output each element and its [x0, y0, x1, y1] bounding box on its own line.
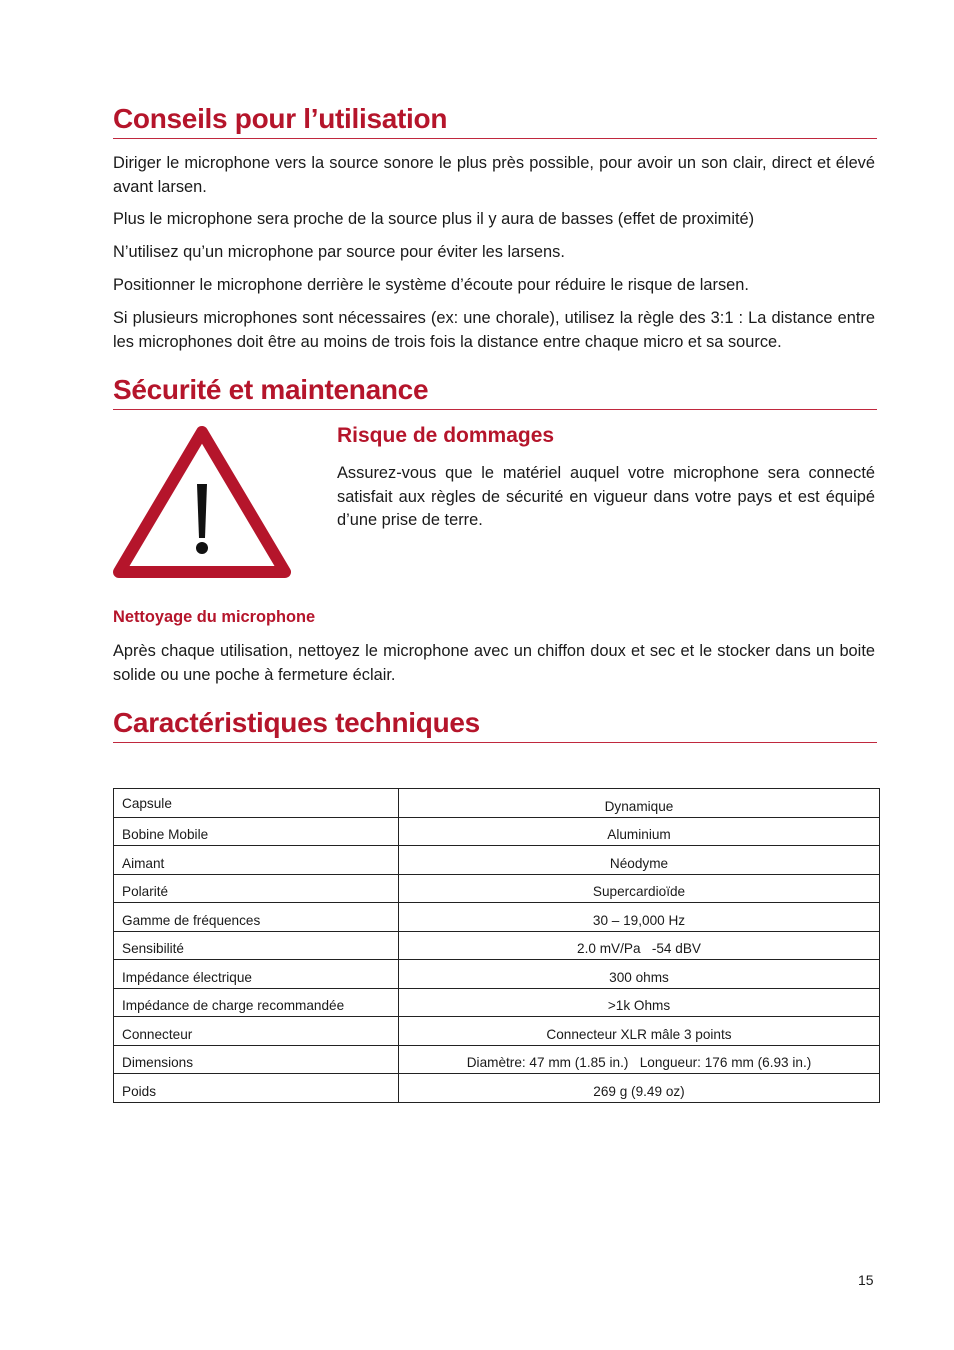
- table-row: [114, 874, 880, 903]
- spec-label: Polarité: [114, 874, 399, 903]
- spec-label: Sensibilité: [114, 931, 399, 960]
- table-row: [114, 931, 880, 960]
- spec-value: Dynamique: [399, 789, 880, 818]
- usage-paragraph-4: Positionner le microphone derrière le système d’écoute pour réduire le risque de larsen.: [113, 276, 749, 294]
- spec-label: Impédance de charge recommandée: [114, 988, 399, 1017]
- specs-table: [113, 788, 880, 1103]
- table-row: [114, 1045, 880, 1074]
- spec-value: 30 – 19,000 Hz: [399, 903, 880, 932]
- spec-value: >1k Ohms: [399, 988, 880, 1017]
- spec-value: Aluminium: [399, 817, 880, 846]
- spec-label: Poids: [114, 1074, 399, 1103]
- cleaning-text: Après chaque utilisation, nettoyez le microphone avec un chiffon doux et sec et le stocker dans un boite solide ou une poche à fermeture éclair.: [113, 642, 875, 684]
- spec-value: 269 g (9.49 oz): [399, 1074, 880, 1103]
- spec-label: Capsule: [114, 789, 399, 818]
- table-row: [114, 1017, 880, 1046]
- table-row: [114, 846, 880, 875]
- spec-label: Dimensions: [114, 1045, 399, 1074]
- section-title-specs: Caractéristiques techniques: [113, 706, 877, 743]
- usage-paragraph-3: N’utilisez qu’un microphone par source pour éviter les larsens.: [113, 243, 565, 261]
- table-row: [114, 789, 880, 818]
- spec-value: Diamètre: 47 mm (1.85 in.) Longueur: 176 mm (6.93 in.): [399, 1045, 880, 1074]
- section-title-usage: Conseils pour l’utilisation: [113, 102, 877, 139]
- page-number: 15: [858, 1272, 874, 1288]
- spec-value: Connecteur XLR mâle 3 points: [399, 1017, 880, 1046]
- spec-label: Gamme de fréquences: [114, 903, 399, 932]
- table-row: [114, 817, 880, 846]
- spec-label: Bobine Mobile: [114, 817, 399, 846]
- spec-value: Supercardioïde: [399, 874, 880, 903]
- table-row: [114, 988, 880, 1017]
- warning-triangle-icon: [113, 426, 291, 578]
- section-title-safety: Sécurité et maintenance: [113, 373, 877, 410]
- spec-label: Connecteur: [114, 1017, 399, 1046]
- table-row: [114, 903, 880, 932]
- usage-paragraph-1: Diriger le microphone vers la source sonore le plus près possible, pour avoir un son clair, direct et élevé avant larsen.: [113, 154, 875, 196]
- table-row: [114, 1074, 880, 1103]
- spec-value: 2.0 mV/Pa -54 dBV: [399, 931, 880, 960]
- risk-title: Risque de dommages: [337, 424, 555, 447]
- cleaning-title: Nettoyage du microphone: [113, 608, 316, 626]
- usage-paragraph-2: Plus le microphone sera proche de la source plus il y aura de basses (effet de proximité): [113, 210, 755, 228]
- table-row: [114, 960, 880, 989]
- spec-label: Aimant: [114, 846, 399, 875]
- risk-text: Assurez-vous que le matériel auquel votre microphone sera connecté satisfait aux règles de sécurité en vigueur dans votre pays et est équipé d’une prise de terre.: [337, 464, 875, 529]
- usage-paragraph-5: Si plusieurs microphones sont nécessaires (ex: une chorale), utilisez la règle des 3:1 : La distance entre les microphones doit être au moins de trois fois la distance entre chaque micro et sa source.: [113, 309, 875, 351]
- spec-value: Néodyme: [399, 846, 880, 875]
- spec-label: Impédance électrique: [114, 960, 399, 989]
- spec-value: 300 ohms: [399, 960, 880, 989]
